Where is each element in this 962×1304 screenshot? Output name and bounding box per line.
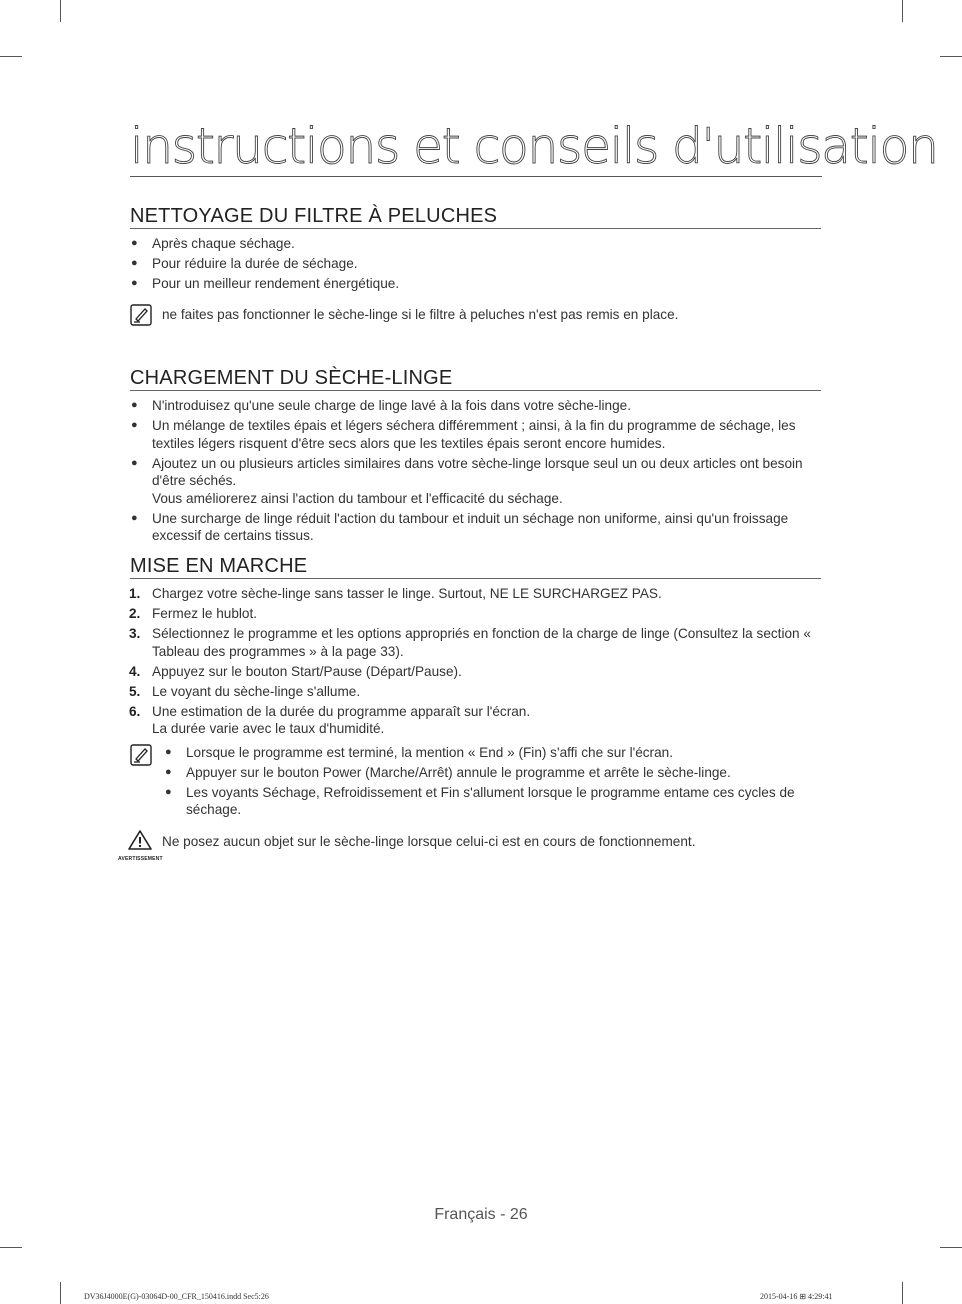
bullet-icon: ● xyxy=(165,785,172,798)
crop-mark xyxy=(60,1282,61,1304)
list-item: ● Un mélange de textiles épais et légers séchera différemment ; ainsi, à la fin du programme de séchage, les textiles légers risquent d'être secs alors que les textiles épais seront encore humides. xyxy=(131,418,796,451)
print-filename: DV36J4000E(G)-03064D-00_CFR_150416.indd Sec5:26 xyxy=(84,1292,269,1301)
warning-caption: AVERTISSEMENT xyxy=(118,856,163,862)
bullet-icon: ● xyxy=(131,237,138,249)
print-date: 2015-04-16 ⊞ 4:29:41 xyxy=(760,1292,833,1301)
bullet-icon: ● xyxy=(131,277,138,289)
list-item: ● Lorsque le programme est terminé, la mention « End » (Fin) s'affi che sur l'écran. xyxy=(165,744,673,760)
note-icon xyxy=(130,744,152,766)
list-item: 3. Sélectionnez le programme et les options appropriés en fonction de la charge de linge (Consultez la section « Tableau des programmes » à la page 33). xyxy=(129,626,811,659)
section-heading: NETTOYAGE DU FILTRE À PELUCHES xyxy=(130,205,821,229)
crop-mark xyxy=(0,56,22,57)
page-number: Français - 26 xyxy=(434,1206,528,1223)
list-item: ● N'introduisez qu'une seule charge de linge lavé à la fois dans votre sèche-linge. xyxy=(131,398,632,413)
bullet-icon: ● xyxy=(131,399,138,411)
crop-mark xyxy=(902,1282,903,1304)
bullet-icon: ● xyxy=(131,456,138,469)
note xyxy=(130,306,821,324)
list-item: 4. Appuyez sur le bouton Start/Pause (Départ/Pause). xyxy=(129,663,462,679)
crop-mark xyxy=(940,56,962,57)
note-text: ne faites pas fonctionner le sèche-linge si le filtre à peluches n'est pas remis en place. xyxy=(162,306,679,322)
note-icon xyxy=(130,304,152,326)
list-item: 1. Chargez votre sèche-linge sans tasser le linge. Surtout, NE LE SURCHARGEZ PAS. xyxy=(129,586,662,601)
bullet-icon: ● xyxy=(165,765,172,778)
section-marche xyxy=(130,555,821,821)
crop-mark xyxy=(902,0,903,22)
numbered-list xyxy=(130,585,821,738)
list-item: 5. Le voyant du sèche-linge s'allume. xyxy=(129,683,361,699)
list-item: 2. Fermez le hublot. xyxy=(129,606,258,621)
section-chargement xyxy=(130,367,821,547)
warning-text: Ne posez aucun objet sur le sèche-linge lorsque celui-ci est en cours de fonctionnement. xyxy=(162,834,696,849)
note-bullet-list xyxy=(164,744,821,819)
crop-mark xyxy=(0,1247,22,1248)
note xyxy=(130,744,821,819)
bullet-icon: ● xyxy=(131,511,138,524)
bullet-list xyxy=(130,235,821,293)
bullet-icon: ● xyxy=(131,257,138,269)
section-heading: MISE EN MARCHE xyxy=(130,555,821,579)
list-item: ● Ajoutez un ou plusieurs articles similaires dans votre sèche-linge lorsque seul un ou deux articles ont besoin d'être séchés. Vous améliorerez ainsi l'action du tambour et l'efficacité du séchage. xyxy=(131,455,803,506)
bullet-icon: ● xyxy=(131,419,138,431)
bullet-list xyxy=(130,397,821,545)
list-item: ● Pour réduire la durée de séchage. xyxy=(131,256,358,271)
list-item: 6. Une estimation de la durée du programme apparaît sur l'écran. La durée varie avec le taux d'humidité. xyxy=(129,703,531,736)
list-item: ● Une surcharge de linge réduit l'action du tambour et induit un séchage non uniforme, ainsi qu'un froissage excessif de certains tissus. xyxy=(131,510,789,543)
section-heading: CHARGEMENT DU SÈCHE-LINGE xyxy=(130,367,821,391)
page-title: instructions et conseils d'utilisation xyxy=(130,118,938,175)
list-item: ● Pour un meilleur rendement énergétique. xyxy=(131,276,400,291)
crop-mark xyxy=(940,1247,962,1248)
list-item: ● Appuyer sur le bouton Power (Marche/Arrêt) annule le programme et arrête le sèche-linge. xyxy=(165,764,731,780)
bullet-icon: ● xyxy=(165,745,172,758)
list-item: ● Les voyants Séchage, Refroidissement et Fin s'allument lorsque le programme entame ces cycles de séchage. xyxy=(165,784,795,817)
crop-mark xyxy=(60,0,61,22)
section-filtre xyxy=(130,205,821,323)
list-item: ● Après chaque séchage. xyxy=(131,236,295,251)
warning-icon xyxy=(118,830,166,860)
